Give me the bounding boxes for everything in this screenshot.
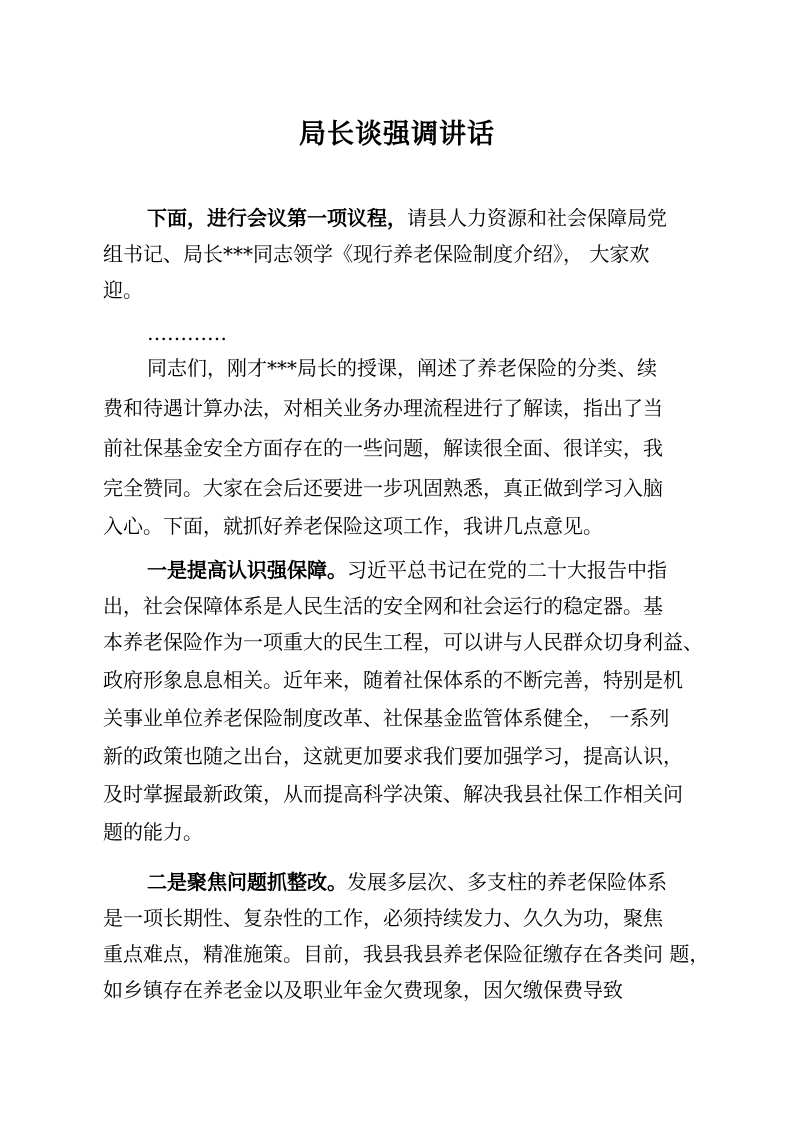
paragraph-1-text: 请县人力资源和社会保障局党: [407, 206, 667, 230]
paragraph-4-text: 习近平总书记在党的二十大报告中指: [347, 558, 667, 582]
paragraph-3-line-2: 费和待遇计算办法，对相关业务办理流程进行了解读，指出了当: [103, 396, 663, 420]
paragraph-4-lead: 一是提高认识强保障。: [147, 558, 347, 582]
document-title: 局长谈强调讲话: [299, 119, 495, 150]
paragraph-4-line-7: 及时掌握最新政策，从而提高科学决策、解决我县社保工作相关问: [103, 782, 683, 806]
paragraph-4-line-5: 关事业单位养老保险制度改革、社保基金监管体系健全， 一系列: [103, 706, 670, 730]
paragraph-3-line-3: 前社保基金安全方面存在的一些问题，解读很全面、很详实，我: [103, 436, 663, 460]
paragraph-5-lead: 二是聚焦问题抓整改。: [147, 870, 347, 894]
paragraph-1-line-3: 迎。: [103, 278, 143, 302]
paragraph-5-line-1: [147, 864, 667, 900]
paragraph-3-line-1: 同志们，刚才***局长的授课，阐述了养老保险的分类、续: [147, 356, 657, 380]
paragraph-5-line-4: 如乡镇存在养老金以及职业年金欠费现象，因欠缴保费导致: [103, 978, 623, 1002]
paragraph-1-line-1: [147, 200, 667, 236]
paragraph-1-lead: 下面，进行会议第一项议程，: [147, 206, 407, 230]
paragraph-5-line-3: 重点难点，精准施策。目前，我县我县养老保险征缴存在各类问 题，: [103, 942, 710, 966]
paragraph-4-line-6: 新的政策也随之出台，这就更加要求我们要加强学习，提高认识，: [103, 744, 683, 768]
paragraph-4-line-2: 出，社会保障体系是人民生活的安全网和社会运行的稳定器。基: [103, 594, 663, 618]
paragraph-4-line-1: [147, 552, 667, 588]
paragraph-1-line-2: 组书记、局长***同志领学《现行养老保险制度介绍》， 大家欢: [103, 242, 650, 266]
paragraph-4-line-3: 本养老保险作为一项重大的民生工程，可以讲与人民群众切身利益、: [103, 630, 703, 654]
paragraph-4-line-8: 题的能力。: [103, 820, 203, 844]
paragraph-3-line-5: 入心。下面，就抓好养老保险这项工作，我讲几点意见。: [103, 514, 603, 538]
paragraph-5-text: 发展多层次、多支柱的养老保险体系: [347, 870, 667, 894]
paragraph-4-line-4: 政府形象息息相关。近年来，随着社保体系的不断完善，特别是机: [103, 668, 683, 692]
paragraph-3-line-4: 完全赞同。大家在会后还要进一步巩固熟悉，真正做到学习入脑: [103, 476, 663, 500]
ellipsis-line: …………: [147, 321, 227, 345]
paragraph-5-line-2: 是一项长期性、复杂性的工作，必须持续发力、久久为功，聚焦: [103, 906, 663, 930]
